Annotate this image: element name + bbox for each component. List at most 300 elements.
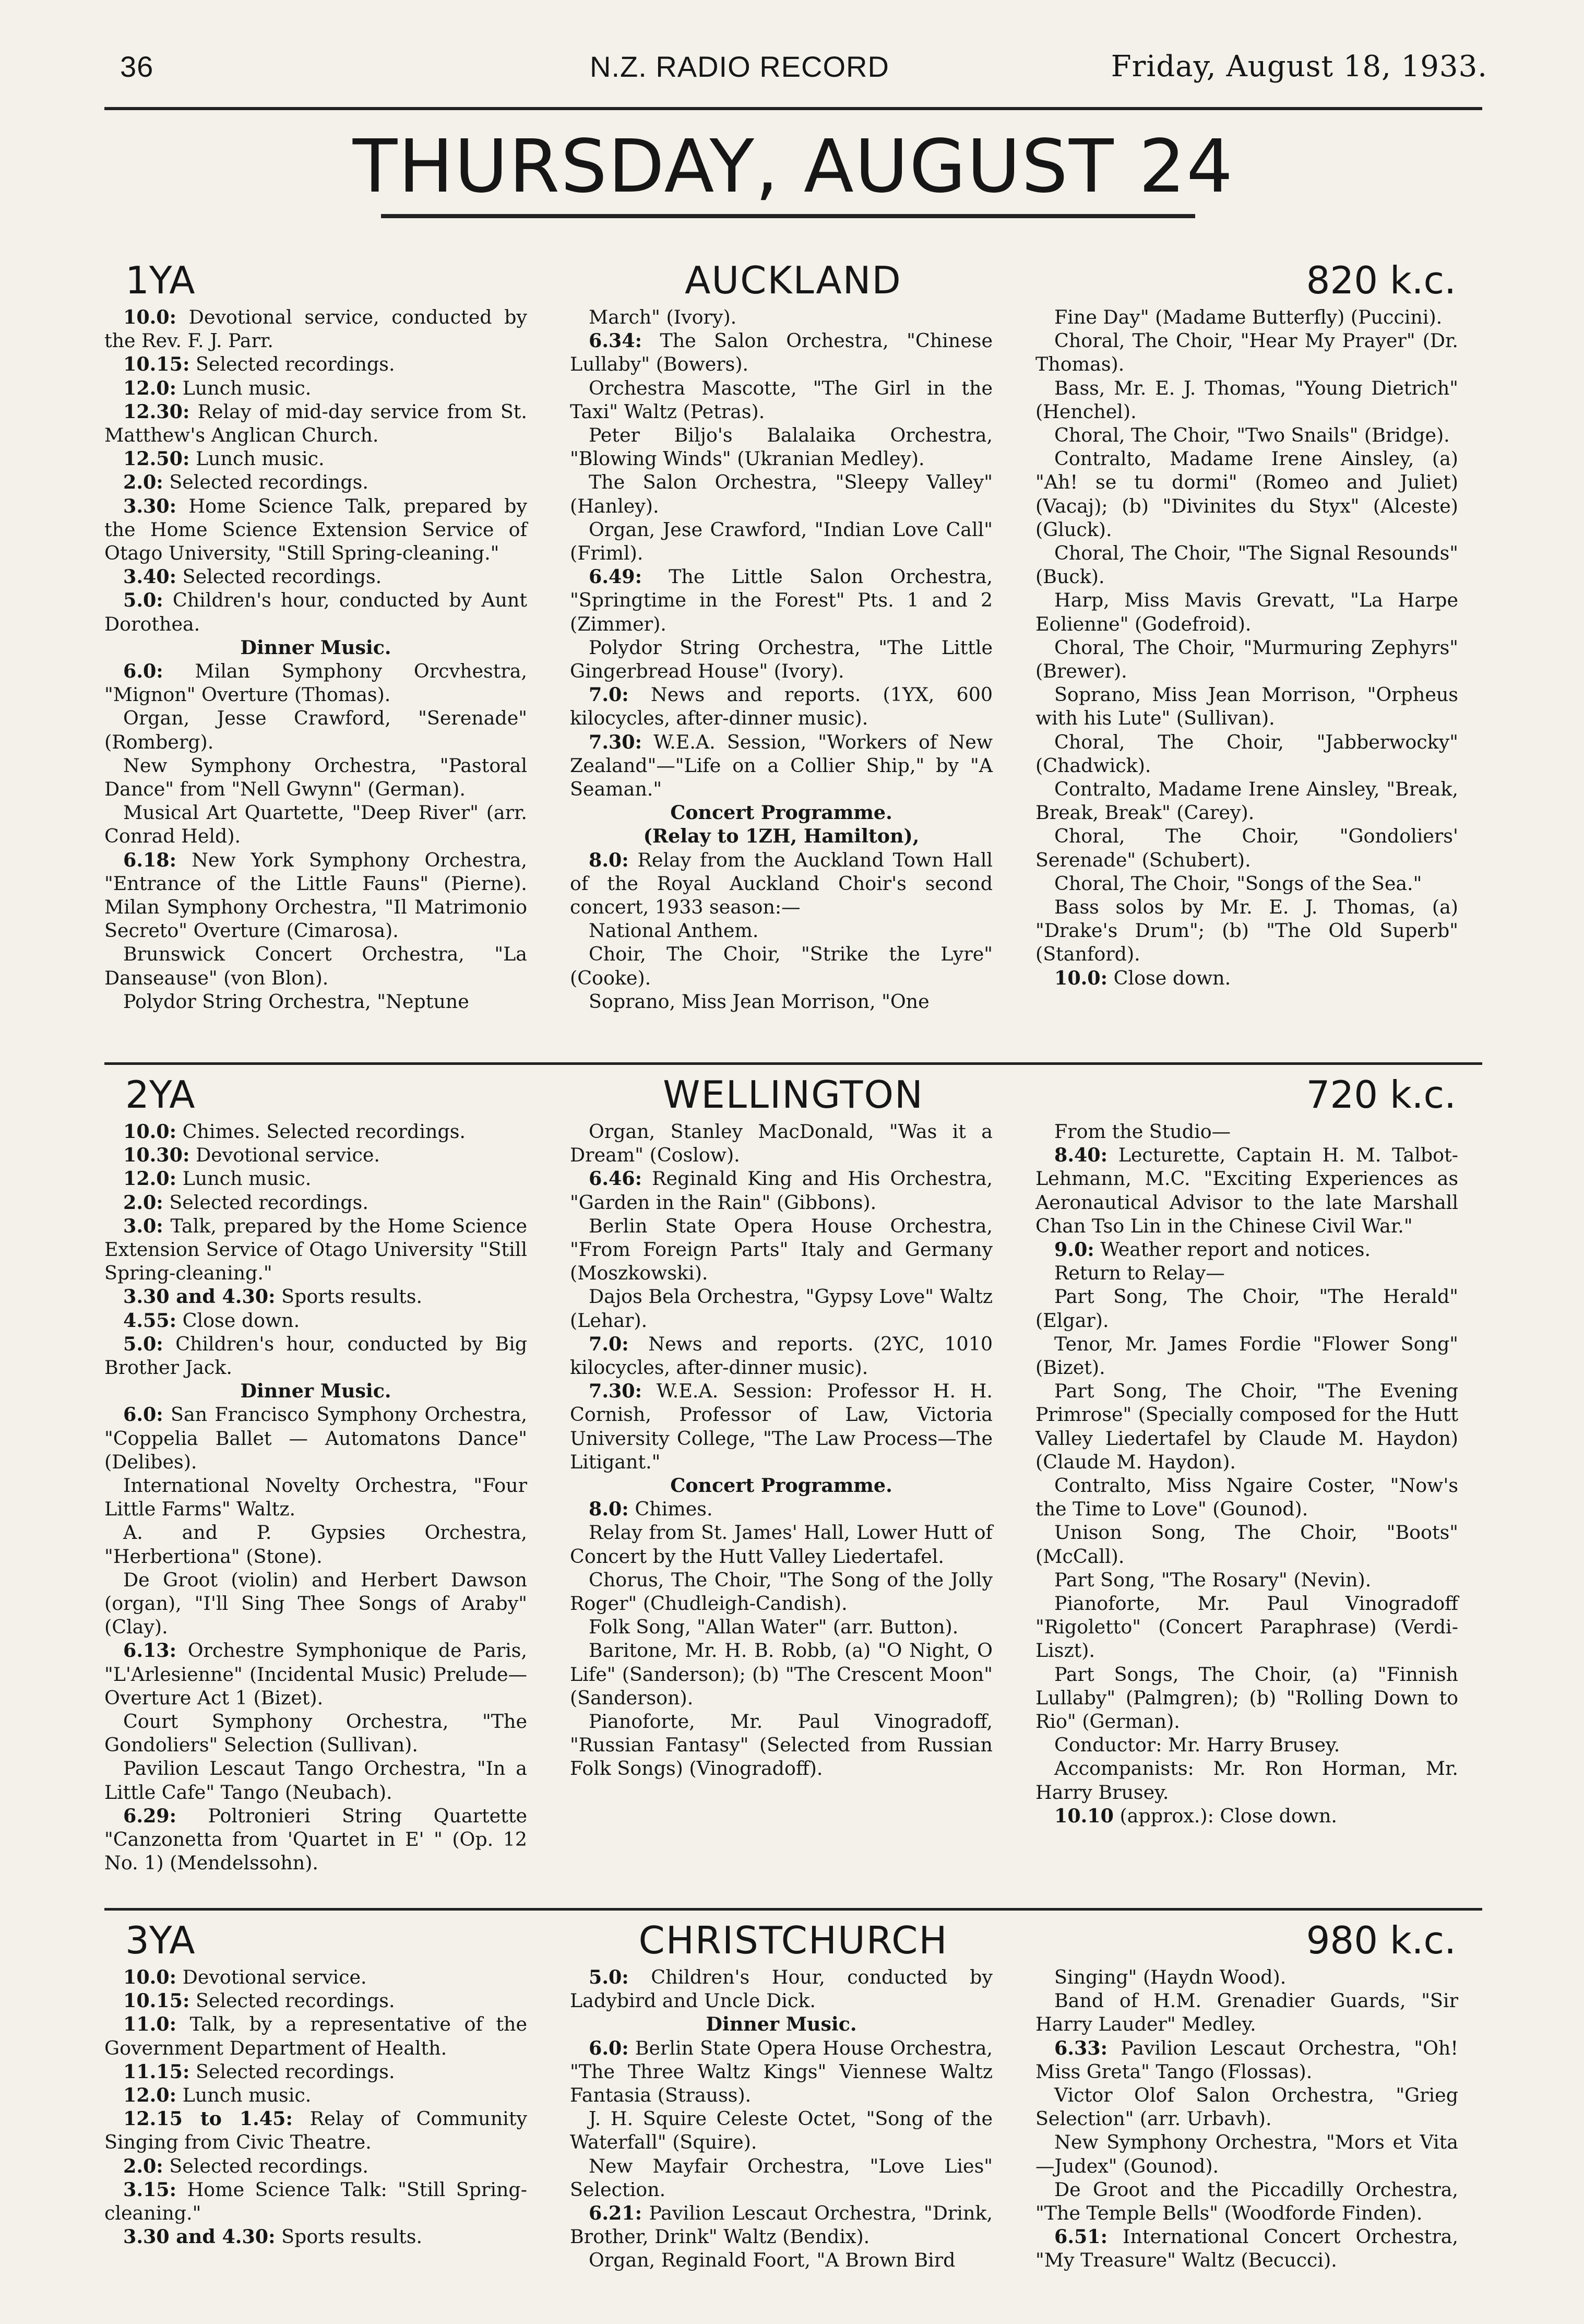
programme-time: 3.30 and 4.30:: [123, 2225, 276, 2248]
programme-entry: [570, 305, 993, 329]
programme-text: Peter Biljo's Balalaika Orchestra, "Blowing Winds" (Ukranian Medley).: [570, 424, 993, 470]
programme-entry: [1035, 1965, 1458, 1989]
programme-entry: [104, 2012, 527, 2059]
programme-time: 4.55:: [123, 1309, 177, 1332]
programme-entry: [570, 2201, 993, 2248]
programme-text: Children's Hour, conducted by Ladybird and Uncle Dick.: [570, 1966, 993, 2012]
programme-entry: [570, 1497, 993, 1521]
programme-text: Harp, Miss Mavis Grevatt, "La Harpe Eolienne" (Godefroid).: [1035, 589, 1458, 635]
programme-time: 6.0:: [123, 660, 163, 683]
programme-text: Part Song, The Choir, "The Herald" (Elgar).: [1035, 1285, 1458, 1332]
programme-time: 7.30:: [589, 730, 642, 753]
programme-text: Lunch music.: [176, 376, 312, 399]
programme-entry: [570, 2036, 993, 2107]
programme-subheading: Concert Programme.: [670, 1474, 892, 1497]
programme-time: 8.0:: [589, 848, 629, 871]
programme-text: Organ, Reginald Foort, "A Brown Bird: [589, 2249, 956, 2272]
programme-time: 12.0:: [123, 376, 177, 399]
programme-entry: [104, 565, 527, 588]
programme-text: The Little Salon Orchestra, "Springtime in the Forest" Pts. 1 and 2 (Zimmer).: [570, 565, 993, 635]
programme-entry: [570, 942, 993, 989]
programme-text: Polydor String Orchestra, "The Little Gingerbread House" (Ivory).: [570, 636, 993, 683]
programme-time: 6.0:: [123, 1403, 163, 1426]
programme-entry: [104, 1989, 527, 2012]
programme-entry: [1035, 1120, 1458, 1143]
programme-text: Dajos Bela Orchestra, "Gypsy Love" Waltz (Lehar).: [570, 1285, 993, 1332]
programme-text: Choral, The Choir, "Songs of the Sea.": [1054, 872, 1422, 895]
programme-entry: [1035, 2178, 1458, 2225]
programme-text: Pavilion Lescaut Tango Orchestra, "In a Little Cafe" Tango (Neubach).: [104, 1757, 527, 1804]
day-title: THURSDAY, AUGUST 24: [352, 124, 1234, 209]
programme-text: A. and P. Gypsies Orchestra, "Herbertiona" (Stone).: [104, 1521, 527, 1568]
programme-text: Contralto, Madame Irene Ainsley, "Break, Break, Break" (Carey).: [1035, 778, 1458, 824]
programme-text: (approx.): Close down.: [1113, 1804, 1337, 1827]
programme-text: Soprano, Miss Jean Morrison, "One: [589, 990, 930, 1013]
programme-text: Orchestre Symphonique de Paris, "L'Arlesienne" (Incidental Music) Prelude—Overture Act 1 (Bizet).: [104, 1639, 527, 1709]
programme-entry: [1035, 1804, 1458, 1828]
programme-entry: [1035, 636, 1458, 683]
programme-text: W.E.A. Session: Professor H. H. Cornish, Professor of Law, Victoria University College, "The Law Process—The Litigant.": [570, 1380, 993, 1473]
programme-entry: [570, 470, 993, 517]
programme-text: Close down.: [1107, 966, 1231, 989]
programme-text: San Francisco Symphony Orchestra, "Coppelia Ballet — Automatons Dance" (Delibes).: [104, 1403, 527, 1473]
programme-text: Organ, Jese Crawford, "Indian Love Call" (Friml).: [570, 518, 993, 565]
programme-entry: [570, 1120, 993, 1167]
programme-text: Pavilion Lescaut Orchestra, "Oh! Miss Greta" Tango (Flossas).: [1035, 2036, 1458, 2083]
programme-entry: [570, 730, 993, 801]
programme-entry: [104, 400, 527, 447]
programme-entry: [104, 1214, 527, 1285]
station-frequency: 820 k.c.: [1306, 258, 1456, 302]
programme-entry: [1035, 376, 1458, 423]
programme-column: [570, 305, 993, 1013]
programme-time: 8.40:: [1054, 1144, 1108, 1167]
programme-entry: [104, 1710, 527, 1757]
programme-entry: [1035, 1592, 1458, 1663]
programme-text: Relay from St. James' Hall, Lower Hutt of Concert by the Hutt Valley Liedertafel.: [570, 1521, 993, 1568]
station-city: AUCKLAND: [685, 258, 902, 302]
programme-entry: [1035, 2036, 1458, 2083]
programme-column: [570, 1120, 993, 1781]
programme-column: [570, 1965, 993, 2272]
programme-time: 6.49:: [589, 565, 642, 588]
programme-entry: [570, 329, 993, 376]
programme-entry: [570, 990, 993, 1013]
programme-entry: [104, 1143, 527, 1167]
programme-text: Selected recordings.: [163, 471, 368, 494]
programme-time: 10.0:: [1054, 966, 1108, 989]
programme-time: 10.15:: [123, 353, 190, 376]
programme-text: Relay of mid-day service from St. Matthew's Anglican Church.: [104, 400, 527, 447]
programme-entry: [104, 1568, 527, 1639]
programme-time: 5.0:: [123, 589, 163, 612]
programme-entry: [1035, 1261, 1458, 1285]
programme-text: Soprano, Miss Jean Morrison, "Orpheus with his Lute" (Sullivan).: [1035, 683, 1458, 730]
programme-text: Lunch music.: [176, 2084, 312, 2107]
programme-text: International Novelty Orchestra, "Four Little Farms" Waltz.: [104, 1474, 527, 1521]
programme-time: 6.46:: [589, 1167, 642, 1190]
programme-entry: [570, 2154, 993, 2201]
programme-text: Band of H.M. Grenadier Guards, "Sir Harry Lauder" Medley.: [1035, 1989, 1458, 2036]
page-number: 36: [120, 50, 154, 83]
programme-text: New York Symphony Orchestra, "Entrance of the Little Fauns" (Pierne). Milan Symphony Orchestra, "Il Matrimonio Secreto" Overture (Cimarosa).: [104, 848, 527, 942]
programme-text: New Mayfair Orchestra, "Love Lies" Selection.: [570, 2154, 993, 2201]
programme-entry: [570, 1615, 993, 1639]
programme-time: 3.15:: [123, 2178, 177, 2201]
programme-text: Conductor: Mr. Harry Brusey.: [1054, 1734, 1340, 1757]
programme-entry: [570, 636, 993, 683]
programme-entry: [1035, 1733, 1458, 1757]
programme-text: News and reports. (1YX, 600 kilocycles, after-dinner music).: [570, 683, 993, 730]
programme-text: Poltronieri String Quartette "Canzonetta from 'Quartet in E' " (Op. 12 No. 1) (Mendelssohn).: [104, 1804, 527, 1875]
masthead-rule: [104, 107, 1482, 110]
programme-entry: [1035, 824, 1458, 871]
programme-text: Weather report and notices.: [1094, 1238, 1371, 1261]
programme-column: [1035, 305, 1458, 990]
programme-entry: [104, 990, 527, 1013]
programme-time: 5.0:: [123, 1332, 163, 1355]
programme-entry: [104, 1474, 527, 1521]
programme-entry: [1035, 895, 1458, 966]
programme-entry: [570, 683, 993, 730]
programme-text: Selected recordings.: [189, 353, 395, 376]
programme-text: Selected recordings.: [189, 2060, 395, 2083]
programme-time: 3.30 and 4.30:: [123, 1285, 276, 1308]
programme-entry: [1035, 588, 1458, 635]
programme-time: 7.30:: [589, 1380, 642, 1403]
programme-text: Close down.: [176, 1309, 300, 1332]
programme-text: Baritone, Mr. H. B. Robb, (a) "O Night, O Life" (Sanderson); (b) "The Crescent Moon" (Sanderson).: [570, 1639, 993, 1709]
programme-text: International Concert Orchestra, "My Treasure" Waltz (Becucci).: [1035, 2225, 1458, 2272]
programme-entry: [104, 1639, 527, 1710]
programme-time: 10.10: [1054, 1804, 1114, 1827]
programme-subheading: (Relay to 1ZH, Hamilton),: [643, 825, 920, 848]
station-city: CHRISTCHURCH: [638, 1918, 948, 1962]
programme-entry: [104, 1120, 527, 1143]
programme-entry: [570, 2248, 993, 2272]
programme-text: Children's hour, conducted by Aunt Dorothea.: [104, 589, 527, 635]
programme-text: Contralto, Miss Ngaire Coster, "Now's the Time to Love" (Gounod).: [1035, 1474, 1458, 1521]
station-header: [104, 256, 1482, 305]
programme-time: 5.0:: [589, 1966, 629, 1988]
programme-entry: [104, 754, 527, 801]
programme-text: Return to Relay—: [1054, 1262, 1225, 1285]
programme-entry: [1035, 872, 1458, 895]
programme-entry: [104, 706, 527, 753]
programme-time: 3.0:: [123, 1214, 163, 1237]
programme-text: Victor Olof Salon Orchestra, "Grieg Selection" (arr. Urbavh).: [1035, 2084, 1458, 2130]
programme-time: 6.18:: [123, 848, 177, 871]
programme-text: Choral, The Choir, "Murmuring Zephyrs" (Brewer).: [1035, 636, 1458, 683]
programme-text: Relay of Community Singing from Civic Theatre.: [104, 2107, 528, 2154]
programme-column: [104, 305, 527, 1013]
programme-text: Pavilion Lescaut Orchestra, "Drink, Brother, Drink" Waltz (Bendix).: [570, 2202, 993, 2248]
programme-time: 10.0:: [123, 1120, 177, 1143]
programme-entry: [1035, 683, 1458, 730]
issue-date: Friday, August 18, 1933.: [1111, 50, 1487, 84]
station-header: [104, 1916, 1482, 1965]
programme-text: Lunch music.: [189, 447, 325, 470]
programme-text: Berlin State Opera House Orchestra, "The Three Waltz Kings" Viennese Waltz Fantasia (Strauss).: [570, 2036, 993, 2107]
programme-text: From the Studio—: [1054, 1120, 1231, 1143]
station-header: [104, 1070, 1482, 1120]
programme-entry: [104, 1285, 527, 1308]
programme-entry: [1035, 1379, 1458, 1474]
programme-time: 6.33:: [1054, 2036, 1108, 2059]
day-title-underline: [381, 214, 1195, 218]
programme-entry: [104, 588, 527, 635]
programme-entry: [104, 376, 527, 400]
programme-text: Bass, Mr. E. J. Thomas, "Young Dietrich" (Henchel).: [1035, 376, 1458, 423]
programme-entry: [1035, 1521, 1458, 1568]
programme-entry: [570, 1379, 993, 1474]
programme-text: Pianoforte, Mr. Paul Vinogradoff "Rigoletto" (Concert Paraphrase) (Verdi-Liszt).: [1035, 1592, 1458, 1662]
programme-text: J. H. Squire Celeste Octet, "Song of the Waterfall" (Squire).: [570, 2107, 993, 2154]
publication-title: N.Z. RADIO RECORD: [590, 50, 889, 83]
programme-column: [104, 1120, 527, 1875]
programme-entry: [104, 494, 527, 565]
programme-time: 2.0:: [123, 1191, 163, 1214]
station-call-sign: 3YA: [125, 1918, 195, 1962]
programme-entry: [570, 1332, 993, 1379]
programme-text: Talk, prepared by the Home Science Extension Service of Otago University "Still Spring-cleaning.": [104, 1214, 527, 1285]
programme-time: 10.0:: [123, 1966, 177, 1988]
programme-text: Devotional service.: [176, 1966, 367, 1988]
programme-entry: [570, 565, 993, 636]
programme-text: National Anthem.: [589, 919, 759, 942]
programme-time: 11.0:: [123, 2013, 177, 2036]
section-divider: [104, 1062, 1482, 1065]
station-2ya: [104, 1070, 1482, 1875]
programme-entry: [104, 1521, 527, 1568]
masthead: [78, 50, 1487, 84]
programme-time: 12.50:: [123, 447, 190, 470]
programme-text: Chimes.: [628, 1498, 713, 1521]
programme-text: Home Science Talk: "Still Spring-cleaning.": [104, 2178, 527, 2225]
programme-entry: [1035, 2130, 1458, 2177]
programme-column: [1035, 1120, 1458, 1828]
programme-time: 6.0:: [589, 2036, 629, 2059]
programme-text: Choral, The Choir, "Two Snails" (Bridge).: [1054, 424, 1450, 447]
programme-time: 12.15 to 1.45:: [123, 2107, 293, 2130]
programme-text: Lecturette, Captain H. M. Talbot-Lehmann, M.C. "Exciting Experiences as Aeronautical Advisor to the late Marshall Chan Tso Lin in the Chinese Civil War.": [1035, 1144, 1458, 1237]
programme-entry: [1035, 777, 1458, 824]
programme-entry: [570, 1568, 993, 1615]
programme-text: Berlin State Opera House Orchestra, "From Foreign Parts" Italy and Germany (Moszkowski).: [570, 1214, 993, 1285]
programme-text: The Salon Orchestra, "Sleepy Valley" (Hanley).: [570, 471, 993, 517]
programme-time: 8.0:: [589, 1498, 629, 1521]
programme-text: Devotional service.: [189, 1144, 380, 1167]
programme-entry: [570, 848, 993, 919]
programme-subheading: Dinner Music.: [706, 2013, 857, 2036]
programme-text: Choir, The Choir, "Strike the Lyre" (Cooke).: [570, 943, 993, 989]
programme-entry: [1035, 1285, 1458, 1332]
programme-text: Part Song, The Choir, "The Evening Primrose" (Specially composed for the Hutt Valley Liedertafel by Claude M. Haydon) (Claude M. Haydon).: [1035, 1380, 1458, 1473]
programme-text: Unison Song, The Choir, "Boots" (McCall).: [1035, 1521, 1458, 1568]
programme-time: 7.0:: [589, 683, 629, 706]
programme-text: Part Song, "The Rosary" (Nevin).: [1054, 1568, 1372, 1591]
programme-entry: [104, 801, 527, 848]
programme-text: Choral, The Choir, "Jabberwocky" (Chadwick).: [1035, 730, 1458, 777]
programme-entry: [570, 1965, 993, 2012]
programme-entry: [104, 659, 527, 706]
programme-entry: [104, 2060, 527, 2083]
programme-entry: [570, 518, 993, 565]
programme-text: Pianoforte, Mr. Paul Vinogradoff, "Russian Fantasy" (Selected from Russian Folk Songs) (Vinogradoff).: [570, 1710, 993, 1780]
programme-entry: [104, 470, 527, 494]
programme-entry: [104, 2107, 527, 2154]
programme-entry: [570, 1285, 993, 1332]
programme-text: Children's hour, conducted by Big Brother Jack.: [104, 1332, 527, 1379]
programme-entry: [104, 2154, 527, 2178]
programme-text: Orchestra Mascotte, "The Girl in the Taxi" Waltz (Petras).: [570, 376, 993, 423]
programme-text: News and reports. (2YC, 1010 kilocycles, after-dinner music).: [570, 1332, 993, 1379]
programme-text: Contralto, Madame Irene Ainsley, (a) "Ah! se tu dormi" (Romeo and Juliet) (Vacaj); (b) "Divinites du Styx" (Alceste) (Gluck).: [1035, 447, 1458, 541]
programme-entry: [570, 1521, 993, 1568]
programme-entry: [570, 919, 993, 942]
programme-text: March" (Ivory).: [589, 306, 737, 328]
programme-entry: [570, 1167, 993, 1214]
programme-entry: [1035, 2083, 1458, 2130]
programme-entry: [104, 1965, 527, 1989]
programme-entry: [1035, 730, 1458, 777]
programme-entry: [1035, 329, 1458, 376]
station-1ya: [104, 256, 1482, 1013]
programme-entry: [1035, 1143, 1458, 1238]
programme-text: Organ, Stanley MacDonald, "Was it a Dream" (Coslow).: [570, 1120, 993, 1167]
programme-column: [104, 1965, 527, 2248]
programme-text: Selected recordings.: [176, 565, 382, 588]
programme-entry: [1035, 1238, 1458, 1261]
programme-text: Selected recordings.: [163, 1191, 368, 1214]
programme-entry: [104, 1757, 527, 1804]
programme-entry: [1035, 305, 1458, 329]
programme-entry: [104, 1309, 527, 1332]
section-divider: [104, 1908, 1482, 1911]
programme-time: 12.0:: [123, 1167, 177, 1190]
programme-entry: [104, 942, 527, 989]
station-frequency: 980 k.c.: [1306, 1918, 1456, 1962]
station-city: WELLINGTON: [663, 1073, 924, 1117]
programme-time: 10.30:: [123, 1144, 190, 1167]
programme-entry: [104, 2225, 527, 2248]
programme-text: Sports results.: [275, 2225, 423, 2248]
programme-text: Milan Symphony Orcvhestra, "Mignon" Overture (Thomas).: [104, 660, 527, 706]
programme-text: De Groot and the Piccadilly Orchestra, "The Temple Bells" (Woodforde Finden).: [1035, 2178, 1458, 2225]
programme-text: The Salon Orchestra, "Chinese Lullaby" (Bowers).: [570, 329, 993, 376]
programme-time: 7.0:: [589, 1332, 629, 1355]
programme-entry: [104, 1403, 527, 1474]
programme-entry: [1035, 541, 1458, 588]
programme-text: Reginald King and His Orchestra, "Garden in the Rain" (Gibbons).: [570, 1167, 993, 1214]
programme-time: 10.15:: [123, 1989, 190, 2012]
programme-subheading: Dinner Music.: [240, 1380, 391, 1403]
programme-entry: [104, 1804, 527, 1875]
programme-entry: [570, 423, 993, 470]
programme-time: 12.30:: [123, 400, 190, 423]
programme-time: 11.15:: [123, 2060, 190, 2083]
programme-entry: [1035, 1568, 1458, 1592]
programme-text: Home Science Talk, prepared by the Home Science Extension Service of Otago University, "Still Spring-cleaning.": [104, 494, 527, 565]
programme-text: Selected recordings.: [163, 2154, 368, 2177]
programme-entry: [570, 1710, 993, 1781]
programme-text: Chorus, The Choir, "The Song of the Jolly Roger" (Chudleigh-Candish).: [570, 1568, 993, 1615]
programme-text: W.E.A. Session, "Workers of New Zealand"—"Life on a Collier Ship," by "A Seaman.": [570, 730, 993, 801]
programme-time: 6.29:: [123, 1804, 177, 1827]
programme-entry: [104, 2083, 527, 2107]
programme-entry: [104, 1332, 527, 1379]
programme-text: Choral, The Choir, "The Signal Resounds" (Buck).: [1035, 542, 1458, 588]
programme-entry: [1035, 447, 1458, 541]
programme-entry: [1035, 1663, 1458, 1734]
programme-text: Selected recordings.: [189, 1989, 395, 2012]
station-call-sign: 1YA: [125, 258, 195, 302]
programme-text: Devotional service, conducted by the Rev. F. J. Parr.: [104, 306, 527, 352]
programme-subheading: Concert Programme.: [670, 801, 892, 824]
programme-time: 3.40:: [123, 565, 177, 588]
programme-entry: [1035, 1332, 1458, 1379]
programme-text: Chimes. Selected recordings.: [176, 1120, 466, 1143]
programme-entry: [104, 848, 527, 943]
programme-time: 12.0:: [123, 2084, 177, 2107]
programme-entry: [570, 1639, 993, 1710]
programme-time: 6.13:: [123, 1639, 177, 1662]
programme-entry: [104, 1167, 527, 1190]
programme-time: 6.21:: [589, 2202, 642, 2225]
programme-text: Choral, The Choir, "Gondoliers' Serenade" (Schubert).: [1035, 825, 1458, 871]
programme-text: Bass solos by Mr. E. J. Thomas, (a) "Drake's Drum"; (b) "The Old Superb" (Stanford).: [1035, 896, 1458, 966]
programme-entry: [1035, 423, 1458, 447]
programme-text: Tenor, Mr. James Fordie "Flower Song" (Bizet).: [1035, 1332, 1458, 1379]
programme-entry: [104, 305, 527, 352]
programme-text: Court Symphony Orchestra, "The Gondoliers" Selection (Sullivan).: [104, 1710, 527, 1757]
programme-time: 10.0:: [123, 306, 177, 328]
programme-text: Talk, by a representative of the Government Department of Health.: [104, 2013, 527, 2059]
programme-time: 6.34:: [589, 329, 642, 352]
programme-text: Organ, Jesse Crawford, "Serenade" (Romberg).: [104, 707, 527, 753]
programme-text: Fine Day" (Madame Butterfly) (Puccini).: [1054, 306, 1443, 328]
programme-text: Choral, The Choir, "Hear My Prayer" (Dr. Thomas).: [1035, 329, 1458, 376]
programme-subheading: Dinner Music.: [240, 636, 391, 659]
station-call-sign: 2YA: [125, 1073, 195, 1117]
programme-time: 2.0:: [123, 471, 163, 494]
programme-entry: [570, 1214, 993, 1285]
programme-text: Lunch music.: [176, 1167, 312, 1190]
programme-entry: [104, 1191, 527, 1214]
programme-text: Sports results.: [275, 1285, 423, 1308]
programme-entry: [1035, 1989, 1458, 2036]
programme-time: 6.51:: [1054, 2225, 1108, 2248]
station-3ya: [104, 1916, 1482, 2272]
programme-entry: [1035, 1474, 1458, 1521]
programme-text: De Groot (violin) and Herbert Dawson (organ), "I'll Sing Thee Songs of Araby" (Clay).: [104, 1568, 527, 1639]
programme-entry: [1035, 966, 1458, 990]
station-frequency: 720 k.c.: [1306, 1073, 1456, 1117]
programme-entry: [570, 376, 993, 423]
programme-text: Brunswick Concert Orchestra, "La Danseause" (von Blon).: [104, 943, 527, 989]
programme-text: Part Songs, The Choir, (a) "Finnish Lullaby" (Palmgren); (b) "Rolling Down to Rio" (German).: [1035, 1663, 1458, 1733]
programme-entry: [1035, 1757, 1458, 1804]
programme-text: Accompanists: Mr. Ron Horman, Mr. Harry Brusey.: [1035, 1757, 1458, 1804]
programme-entry: [104, 447, 527, 470]
programme-text: Singing" (Haydn Wood).: [1054, 1966, 1287, 1988]
programme-entry: [570, 2107, 993, 2154]
programme-entry: [1035, 2225, 1458, 2272]
programme-column: [1035, 1965, 1458, 2272]
programme-text: Relay from the Auckland Town Hall of the Royal Auckland Choir's second concert, 1933 season:—: [570, 848, 993, 919]
programme-entry: [104, 352, 527, 376]
programme-text: Musical Art Quartette, "Deep River" (arr. Conrad Held).: [104, 801, 527, 848]
